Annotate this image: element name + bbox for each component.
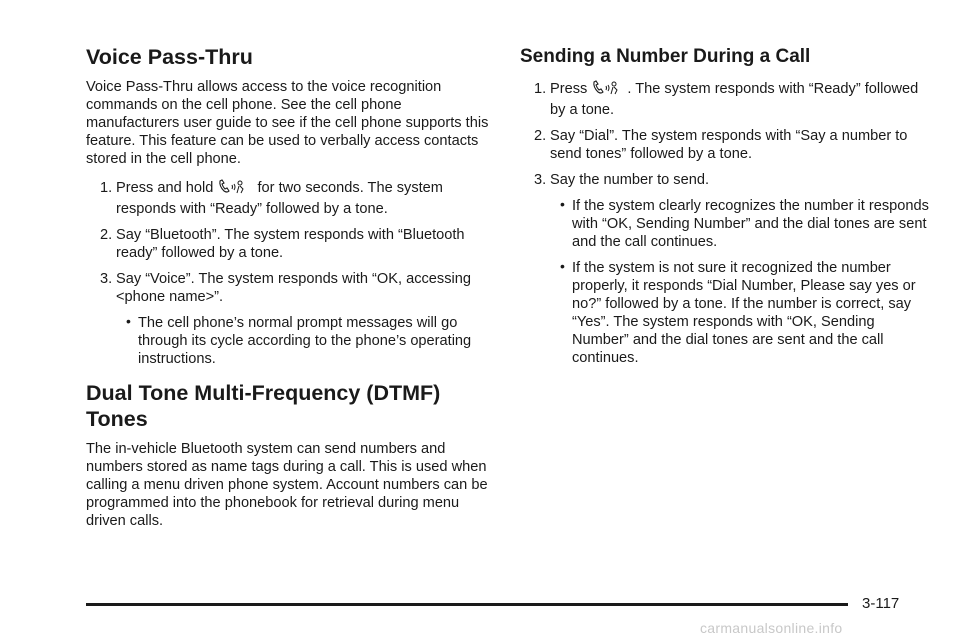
bullet-icon: •	[126, 313, 131, 329]
phone-voice-icon	[218, 179, 252, 200]
heading-voice-pass-thru: Voice Pass-Thru	[86, 45, 253, 69]
step-3-bullets	[550, 197, 930, 367]
heading-sending-number: Sending a Number During a Call	[520, 46, 811, 67]
step-1: 1. Press . The system responds with “Ready” followed by a tone.	[534, 81, 919, 118]
dtmf-text: The in-vehicle Bluetooth system can send numbers and numbers stored as name tags during a call. This is used when calling a menu driven phone system. Account numbers can be programmed into the phonebook for retrieval during menu driven calls.	[86, 441, 488, 529]
bullet-icon: •	[560, 258, 565, 274]
bullet-item: • If the system is not sure it recognized the number properly, it responds “Dial Number, Please say yes or no?” followed by a tone. If the number is correct, say “Yes”. The system responds with “OK, Sending Number” and the dial tones are sent and the call continues.	[560, 258, 916, 366]
bullet-item: • The cell phone’s normal prompt messages will go through its cycle according to the phone’s operating instructions.	[126, 313, 472, 367]
step-1: 1. Press and hold for two seconds. The system responds with “Ready” followed by a tone.	[100, 180, 443, 217]
voice-pass-thru-intro: Voice Pass-Thru allows access to the voice recognition commands on the cell phone. See the cell phone manufacturers user guide to see if the cell phone supports this feature. This feature can be used to verbally access contacts stored in the cell phone.	[86, 79, 489, 167]
phone-voice-icon	[592, 80, 626, 101]
step-2: 2. Say “Bluetooth”. The system responds with “Bluetooth ready” followed by a tone.	[100, 227, 465, 261]
watermark: carmanualsonline.info	[700, 620, 843, 636]
heading-dtmf: Dual Tone Multi-Frequency (DTMF) Tones	[86, 381, 441, 431]
step-3: 3. Say “Voice”. The system responds with “OK, accessing <phone name>”. • The cell phone’s normal prompt messages will go through its cycle according to the phone’s operating instructions.	[100, 270, 491, 368]
step-2: 2. Say “Dial”. The system responds with “Say a number to send tones” followed by a tone.	[534, 128, 908, 162]
step-3: 3. Say the number to send. • If the system clearly recognizes the number it responds with “OK, Sending Number” and the dial tones are sent and the call continues. • If the system is not sure it recognized the number properly, it responds “Dial Number, Please say yes or no?” followed by a tone. If the number is correct, say “Yes”. The system responds with “OK, Sending Number” and the dial tones are sent and the call continues.	[534, 172, 929, 366]
bullet-item: • If the system clearly recognizes the number it responds with “OK, Sending Number” and the dial tones are sent and the call continues.	[560, 196, 929, 250]
bullet-icon: •	[560, 196, 565, 212]
sending-number-steps	[520, 80, 930, 367]
page-number: 3-117	[862, 595, 900, 612]
voice-pass-thru-steps	[86, 179, 491, 368]
right-column	[520, 44, 930, 375]
step-3-bullets	[116, 314, 491, 368]
left-column	[86, 44, 491, 541]
footer-rule	[86, 603, 848, 606]
